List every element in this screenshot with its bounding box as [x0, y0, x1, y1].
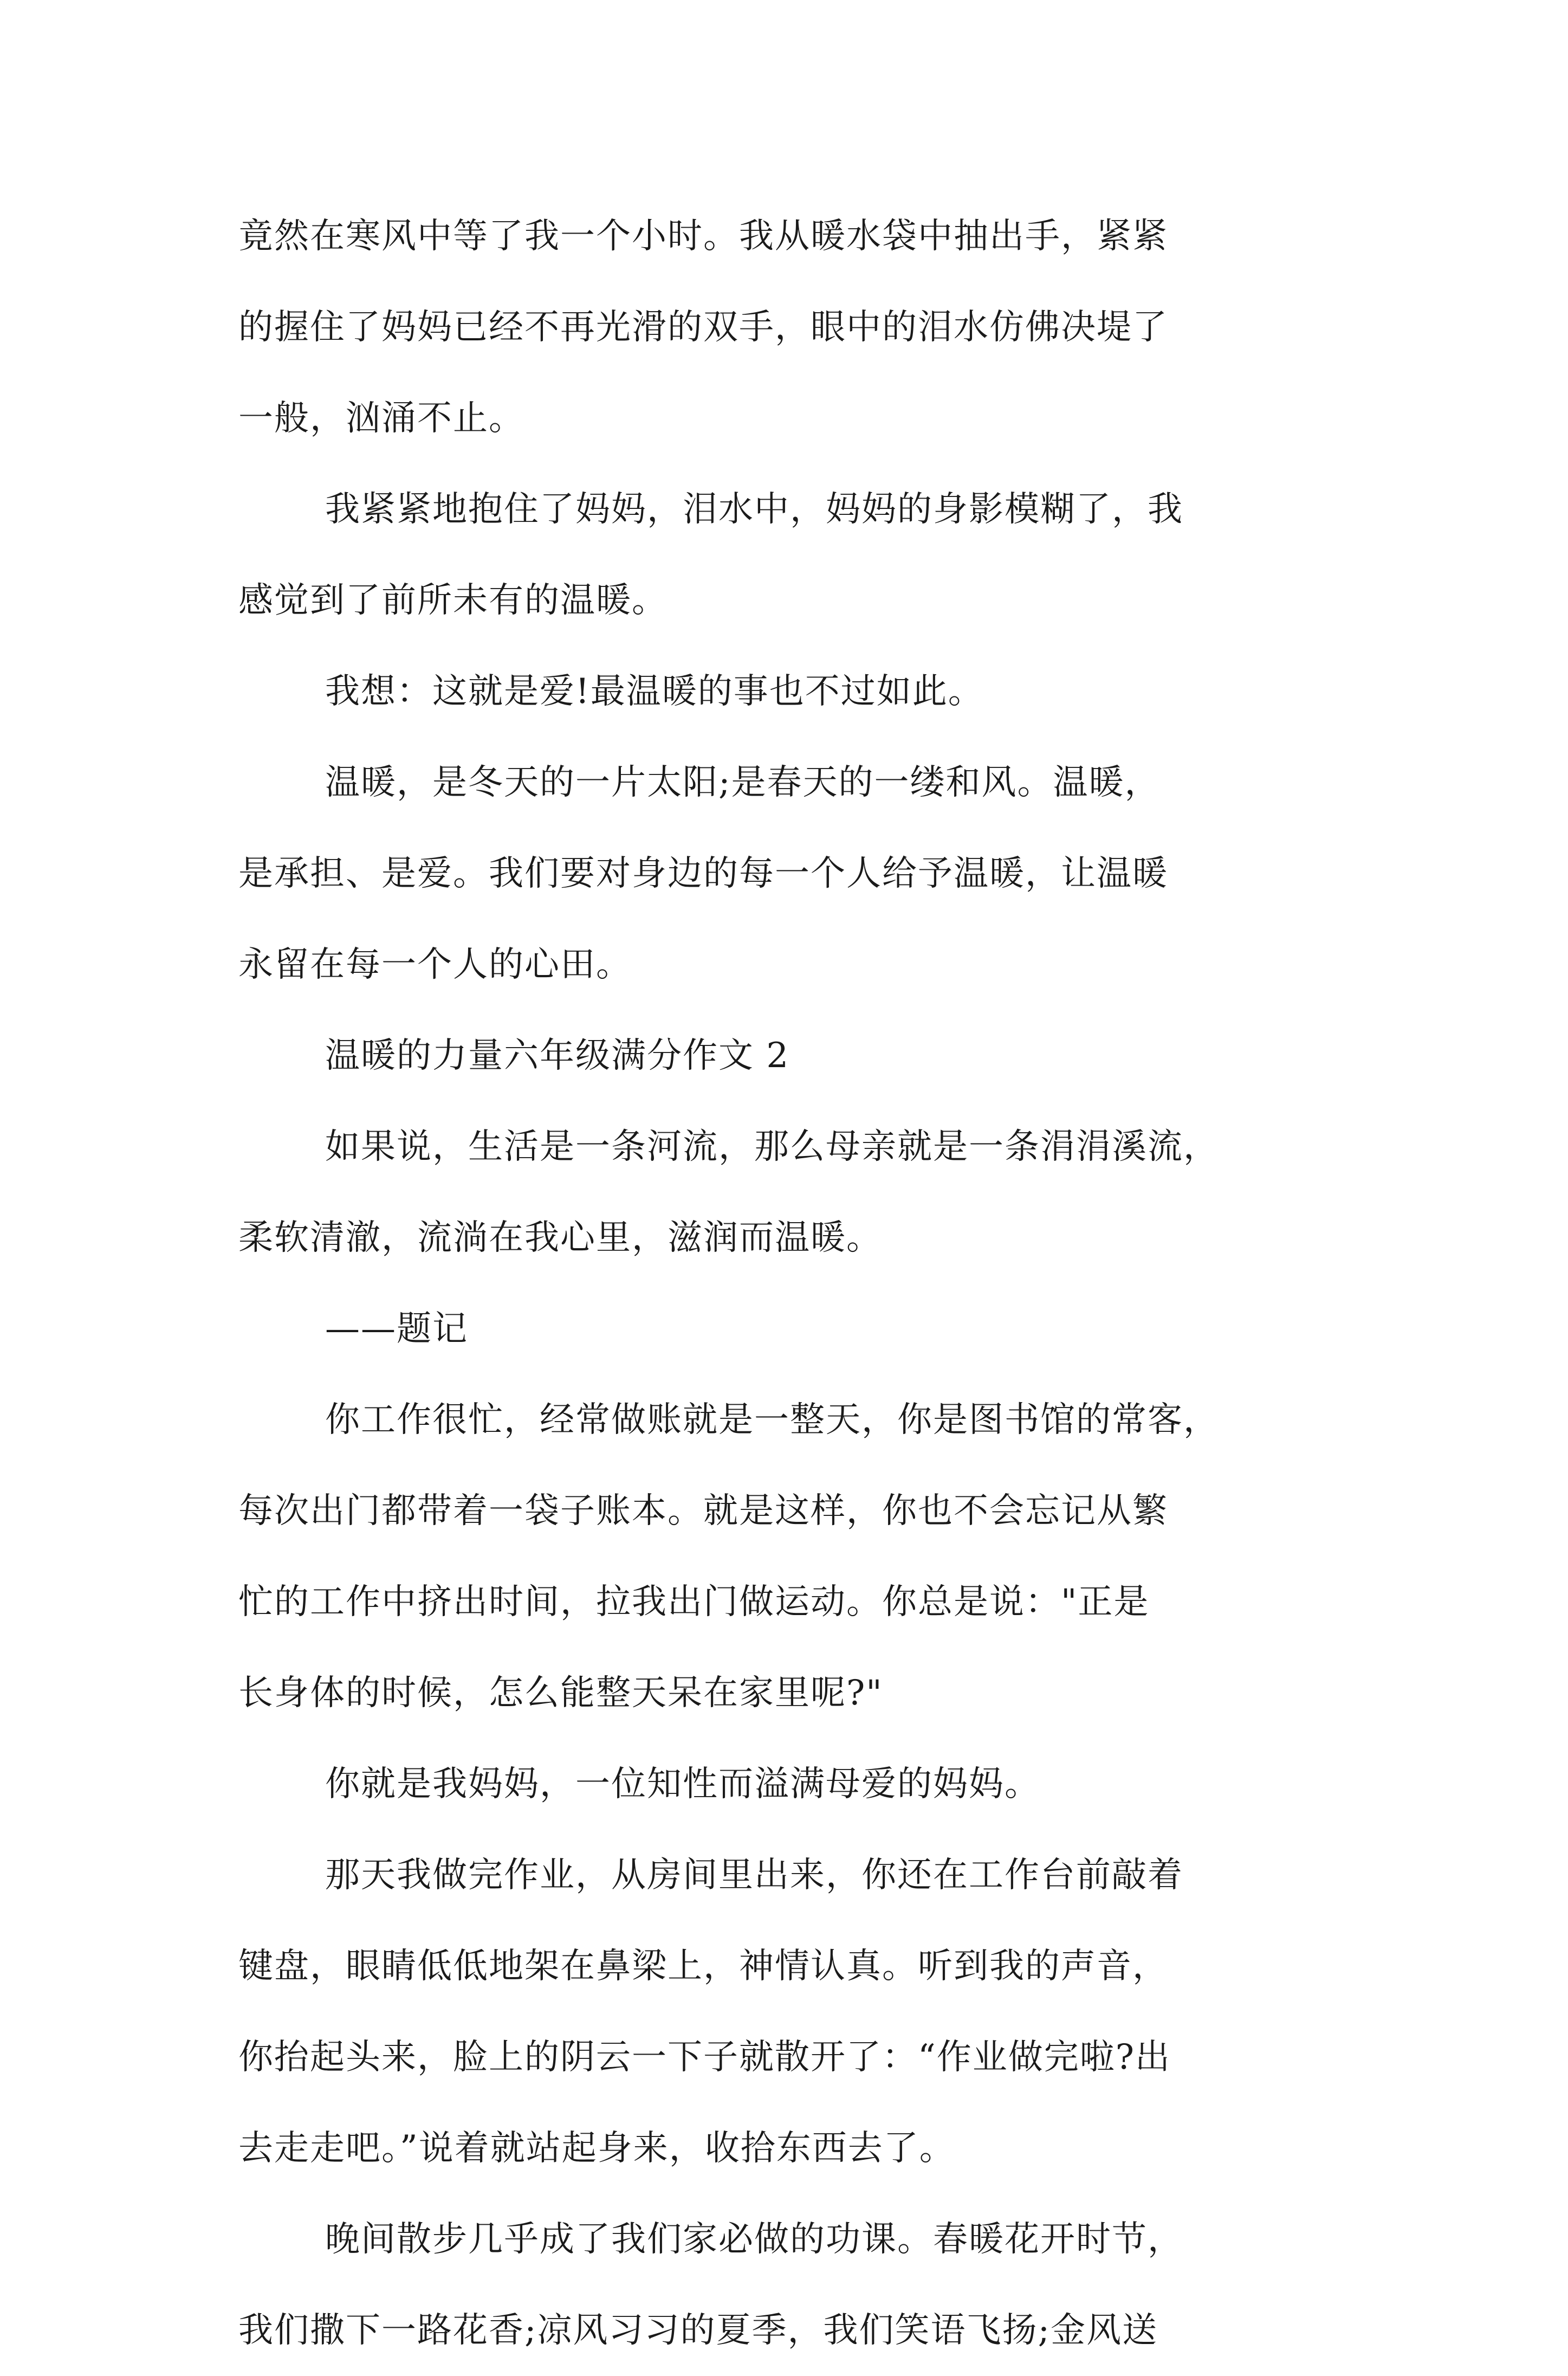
- text-line: 如果说，生活是一条河流，那么母亲就是一条涓涓溪流，: [325, 1127, 1219, 1167]
- text-line: 那天我做完作业，从房间里出来，你还在工作台前敲着: [325, 1855, 1183, 1895]
- text-line: 温暖，是冬天的一片太阳;是春天的一缕和风。温暖，: [325, 763, 1161, 803]
- paragraph: [238, 2194, 1344, 2376]
- paragraph: [238, 1830, 1344, 2194]
- text-line: 我们撒下一路花香;凉风习习的夏季，我们笑语飞扬;金风送: [238, 2310, 1158, 2351]
- text-line: 键盘，眼睛低低地架在鼻梁上，神情认真。听到我的声音，: [238, 1946, 1168, 1986]
- text-line: 一般，汹涌不止。: [238, 398, 524, 438]
- text-line: 长身体的时候，怎么能整天呆在家里呢?": [238, 1673, 883, 1713]
- paragraph: [238, 1739, 1344, 1830]
- text-line: 是承担、是爱。我们要对身边的每一个人给予温暖，让温暖: [238, 854, 1168, 894]
- text-line: 温暖的力量六年级满分作文 2: [325, 1036, 790, 1076]
- text-line: 你就是我妈妈，一位知性而溢满母爱的妈妈。: [325, 1764, 1040, 1804]
- paragraph: [238, 464, 1344, 646]
- text-line: ——题记: [325, 1309, 468, 1349]
- document-body: [238, 191, 1344, 2376]
- paragraph: [238, 1101, 1344, 1283]
- text-line: 晚间散步几乎成了我们家必做的功课。春暖花开时节，: [325, 2219, 1183, 2259]
- text-line: 竟然在寒风中等了我一个小时。我从暖水袋中抽出手，紧紧: [238, 216, 1168, 256]
- text-line: 忙的工作中挤出时间，拉我出门做运动。你总是说："正是: [238, 1582, 1150, 1622]
- text-line: 去走走吧。”说着就站起身来，收拾东西去了。: [238, 2128, 955, 2168]
- text-line: 我想：这就是爱!最温暖的事也不过如此。: [325, 672, 984, 712]
- text-line: 的握住了妈妈已经不再光滑的双手，眼中的泪水仿佛决堤了: [238, 307, 1168, 347]
- paragraph: [238, 646, 1344, 737]
- epigraph-attribution: [238, 1283, 1344, 1374]
- section-title: [238, 1010, 1344, 1101]
- paragraph: [238, 737, 1344, 1010]
- text-line: 你抬起头来，脸上的阴云一下子就散开了：“作业做完啦?出: [238, 2037, 1171, 2077]
- text-line: 柔软清澈，流淌在我心里，滋润而温暖。: [238, 1218, 882, 1258]
- text-line: 感觉到了前所未有的温暖。: [238, 580, 668, 621]
- text-line: 你工作很忙，经常做账就是一整天，你是图书馆的常客，: [325, 1400, 1219, 1440]
- text-line: 我紧紧地抱住了妈妈，泪水中，妈妈的身影模糊了，我: [325, 489, 1183, 530]
- paragraph: [238, 1374, 1344, 1739]
- paragraph: [238, 191, 1344, 464]
- text-line: 每次出门都带着一袋子账本。就是这样，你也不会忘记从繁: [238, 1491, 1168, 1531]
- text-line: 永留在每一个人的心田。: [238, 945, 632, 985]
